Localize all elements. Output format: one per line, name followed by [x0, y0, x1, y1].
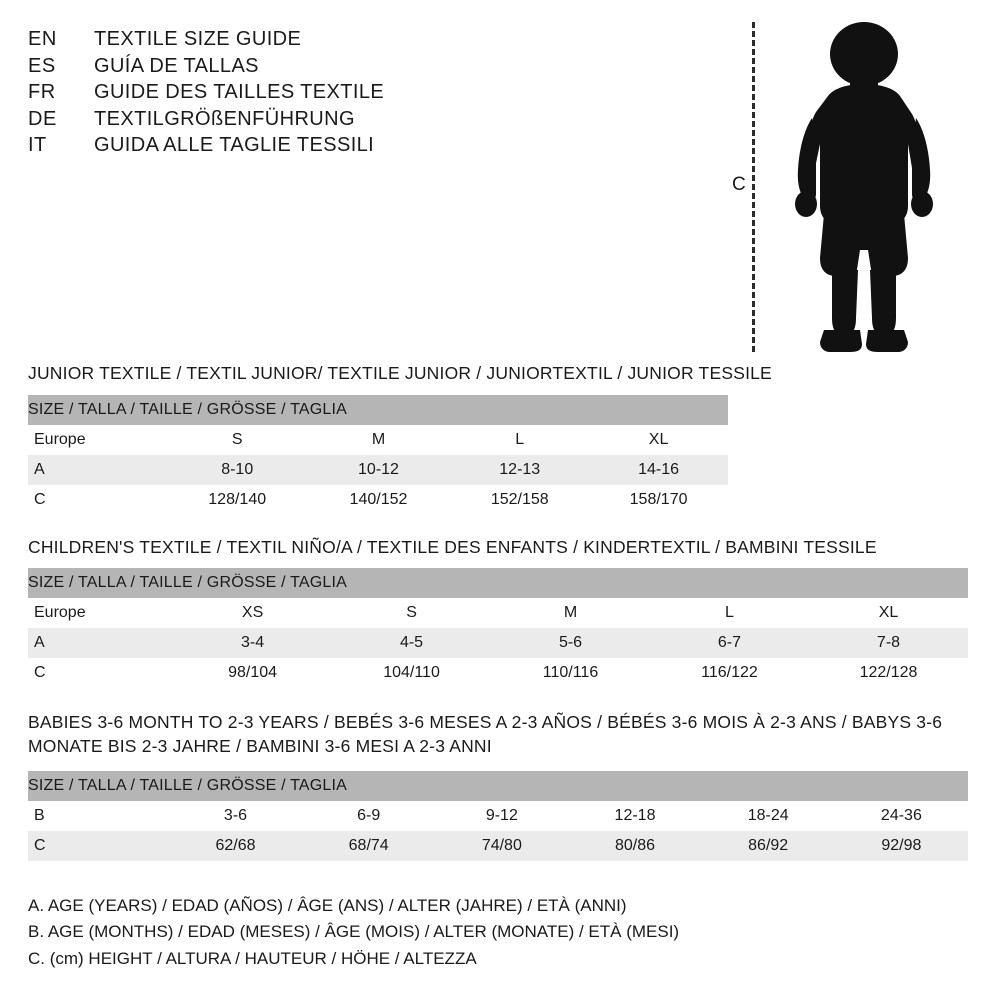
row-label: B	[28, 801, 169, 831]
cell-value: 80/86	[568, 831, 701, 861]
cell-value: 110/116	[491, 658, 650, 688]
cell-value: 122/128	[809, 658, 968, 688]
row-label: C	[28, 658, 173, 688]
language-code: DE	[28, 107, 57, 130]
table-row	[28, 628, 968, 658]
section-title-junior: JUNIOR TEXTILE / TEXTIL JUNIOR/ TEXTILE JUNIOR / JUNIORTEXTIL / JUNIOR TESSILE	[28, 363, 772, 383]
table-row	[28, 658, 968, 688]
language-title: GUIDE DES TAILLES TEXTILE	[94, 81, 385, 104]
legend-line-b: B. AGE (MONTHS) / EDAD (MESES) / ÂGE (MOIS) / ALTER (MONATE) / ETÀ (MESI)	[28, 922, 680, 942]
row-label: C	[28, 485, 168, 515]
section-title-babies: BABIES 3-6 MONTH TO 2-3 YEARS / BEBÉS 3-6 MESES A 2-3 AÑOS / BÉBÉS 3-6 MOIS À 2-3 ANS / BABYS 3-6 MONATE BIS 2-3 JAHRE / BAMBINI 3-6 MESI A 2-3 ANNI	[28, 712, 943, 756]
cell-value: 116/122	[650, 658, 809, 688]
cell-value: 6-9	[302, 801, 435, 831]
cell-value: 104/110	[332, 658, 491, 688]
language-row	[28, 134, 668, 158]
figure-area	[732, 10, 962, 360]
table-row	[28, 485, 728, 515]
language-code: FR	[28, 81, 56, 104]
table-header-label: SIZE / TALLA / TAILLE / GRÖSSE / TAGLIA	[28, 568, 968, 598]
cell-value: 152/158	[450, 485, 589, 515]
table-header-row	[28, 395, 728, 425]
cell-value: 5-6	[491, 628, 650, 658]
cell-value: M	[491, 598, 650, 628]
cell-value: 10-12	[307, 455, 451, 485]
table-row	[28, 831, 968, 861]
cell-value: S	[168, 425, 307, 455]
section-title-children: CHILDREN'S TEXTILE / TEXTIL NIÑO/A / TEXTILE DES ENFANTS / KINDERTEXTIL / BAMBINI TESSILE	[28, 537, 877, 557]
cell-value: L	[650, 598, 809, 628]
cell-value: L	[450, 425, 589, 455]
cell-value: XS	[173, 598, 332, 628]
cell-value: 62/68	[169, 831, 302, 861]
table-row	[28, 425, 728, 455]
language-row	[28, 28, 668, 52]
cell-value: 8-10	[168, 455, 307, 485]
legend-line-c: C. (cm) HEIGHT / ALTURA / HAUTEUR / HÖHE / ALTEZZA	[28, 948, 477, 968]
language-code: IT	[28, 134, 47, 157]
table-header-row	[28, 771, 968, 801]
table-header-label: SIZE / TALLA / TAILLE / GRÖSSE / TAGLIA	[28, 395, 728, 425]
height-measure-line	[752, 22, 755, 352]
babies-size-table	[28, 771, 968, 861]
cell-value: 3-6	[169, 801, 302, 831]
table-row	[28, 455, 728, 485]
language-code: EN	[28, 28, 57, 50]
cell-value: 92/98	[835, 831, 968, 861]
cell-value: 4-5	[332, 628, 491, 658]
cell-value: 158/170	[589, 485, 728, 515]
language-header-block	[28, 28, 668, 161]
language-title: GUÍA DE TALLAS	[94, 54, 259, 77]
table-header-row	[28, 568, 968, 598]
cell-value: 9-12	[435, 801, 568, 831]
cell-value: 3-4	[173, 628, 332, 658]
table-header-label: SIZE / TALLA / TAILLE / GRÖSSE / TAGLIA	[28, 771, 968, 801]
table-row	[28, 598, 968, 628]
row-label: A	[28, 628, 173, 658]
cell-value: 74/80	[435, 831, 568, 861]
language-row	[28, 55, 668, 79]
language-row	[28, 81, 668, 105]
row-label: C	[28, 831, 169, 861]
cell-value: 140/152	[307, 485, 451, 515]
child-silhouette-icon	[772, 18, 952, 363]
cell-value: 12-18	[568, 801, 701, 831]
junior-size-table	[28, 395, 728, 515]
row-label: Europe	[28, 598, 173, 628]
language-code: ES	[28, 54, 56, 77]
language-row	[28, 108, 668, 132]
row-label: A	[28, 455, 168, 485]
children-size-table	[28, 568, 968, 688]
cell-value: 128/140	[168, 485, 307, 515]
language-title: TEXTILE SIZE GUIDE	[94, 28, 302, 50]
cell-value: XL	[809, 598, 968, 628]
cell-value: 14-16	[589, 455, 728, 485]
cell-value: 12-13	[450, 455, 589, 485]
height-measure-label: C	[732, 174, 746, 195]
cell-value: S	[332, 598, 491, 628]
cell-value: 6-7	[650, 628, 809, 658]
cell-value: 18-24	[702, 801, 835, 831]
legend-line-a: A. AGE (YEARS) / EDAD (AÑOS) / ÂGE (ANS) / ALTER (JAHRE) / ETÀ (ANNI)	[28, 896, 627, 915]
cell-value: 98/104	[173, 658, 332, 688]
table-row	[28, 801, 968, 831]
cell-value: M	[307, 425, 451, 455]
cell-value: XL	[589, 425, 728, 455]
legend-block	[28, 893, 968, 972]
cell-value: 24-36	[835, 801, 968, 831]
cell-value: 7-8	[809, 628, 968, 658]
cell-value: 68/74	[302, 831, 435, 861]
row-label: Europe	[28, 425, 168, 455]
cell-value: 86/92	[702, 831, 835, 861]
language-title: GUIDA ALLE TAGLIE TESSILI	[94, 134, 375, 157]
language-title: TEXTILGRÖßENFÜHRUNG	[94, 107, 355, 130]
